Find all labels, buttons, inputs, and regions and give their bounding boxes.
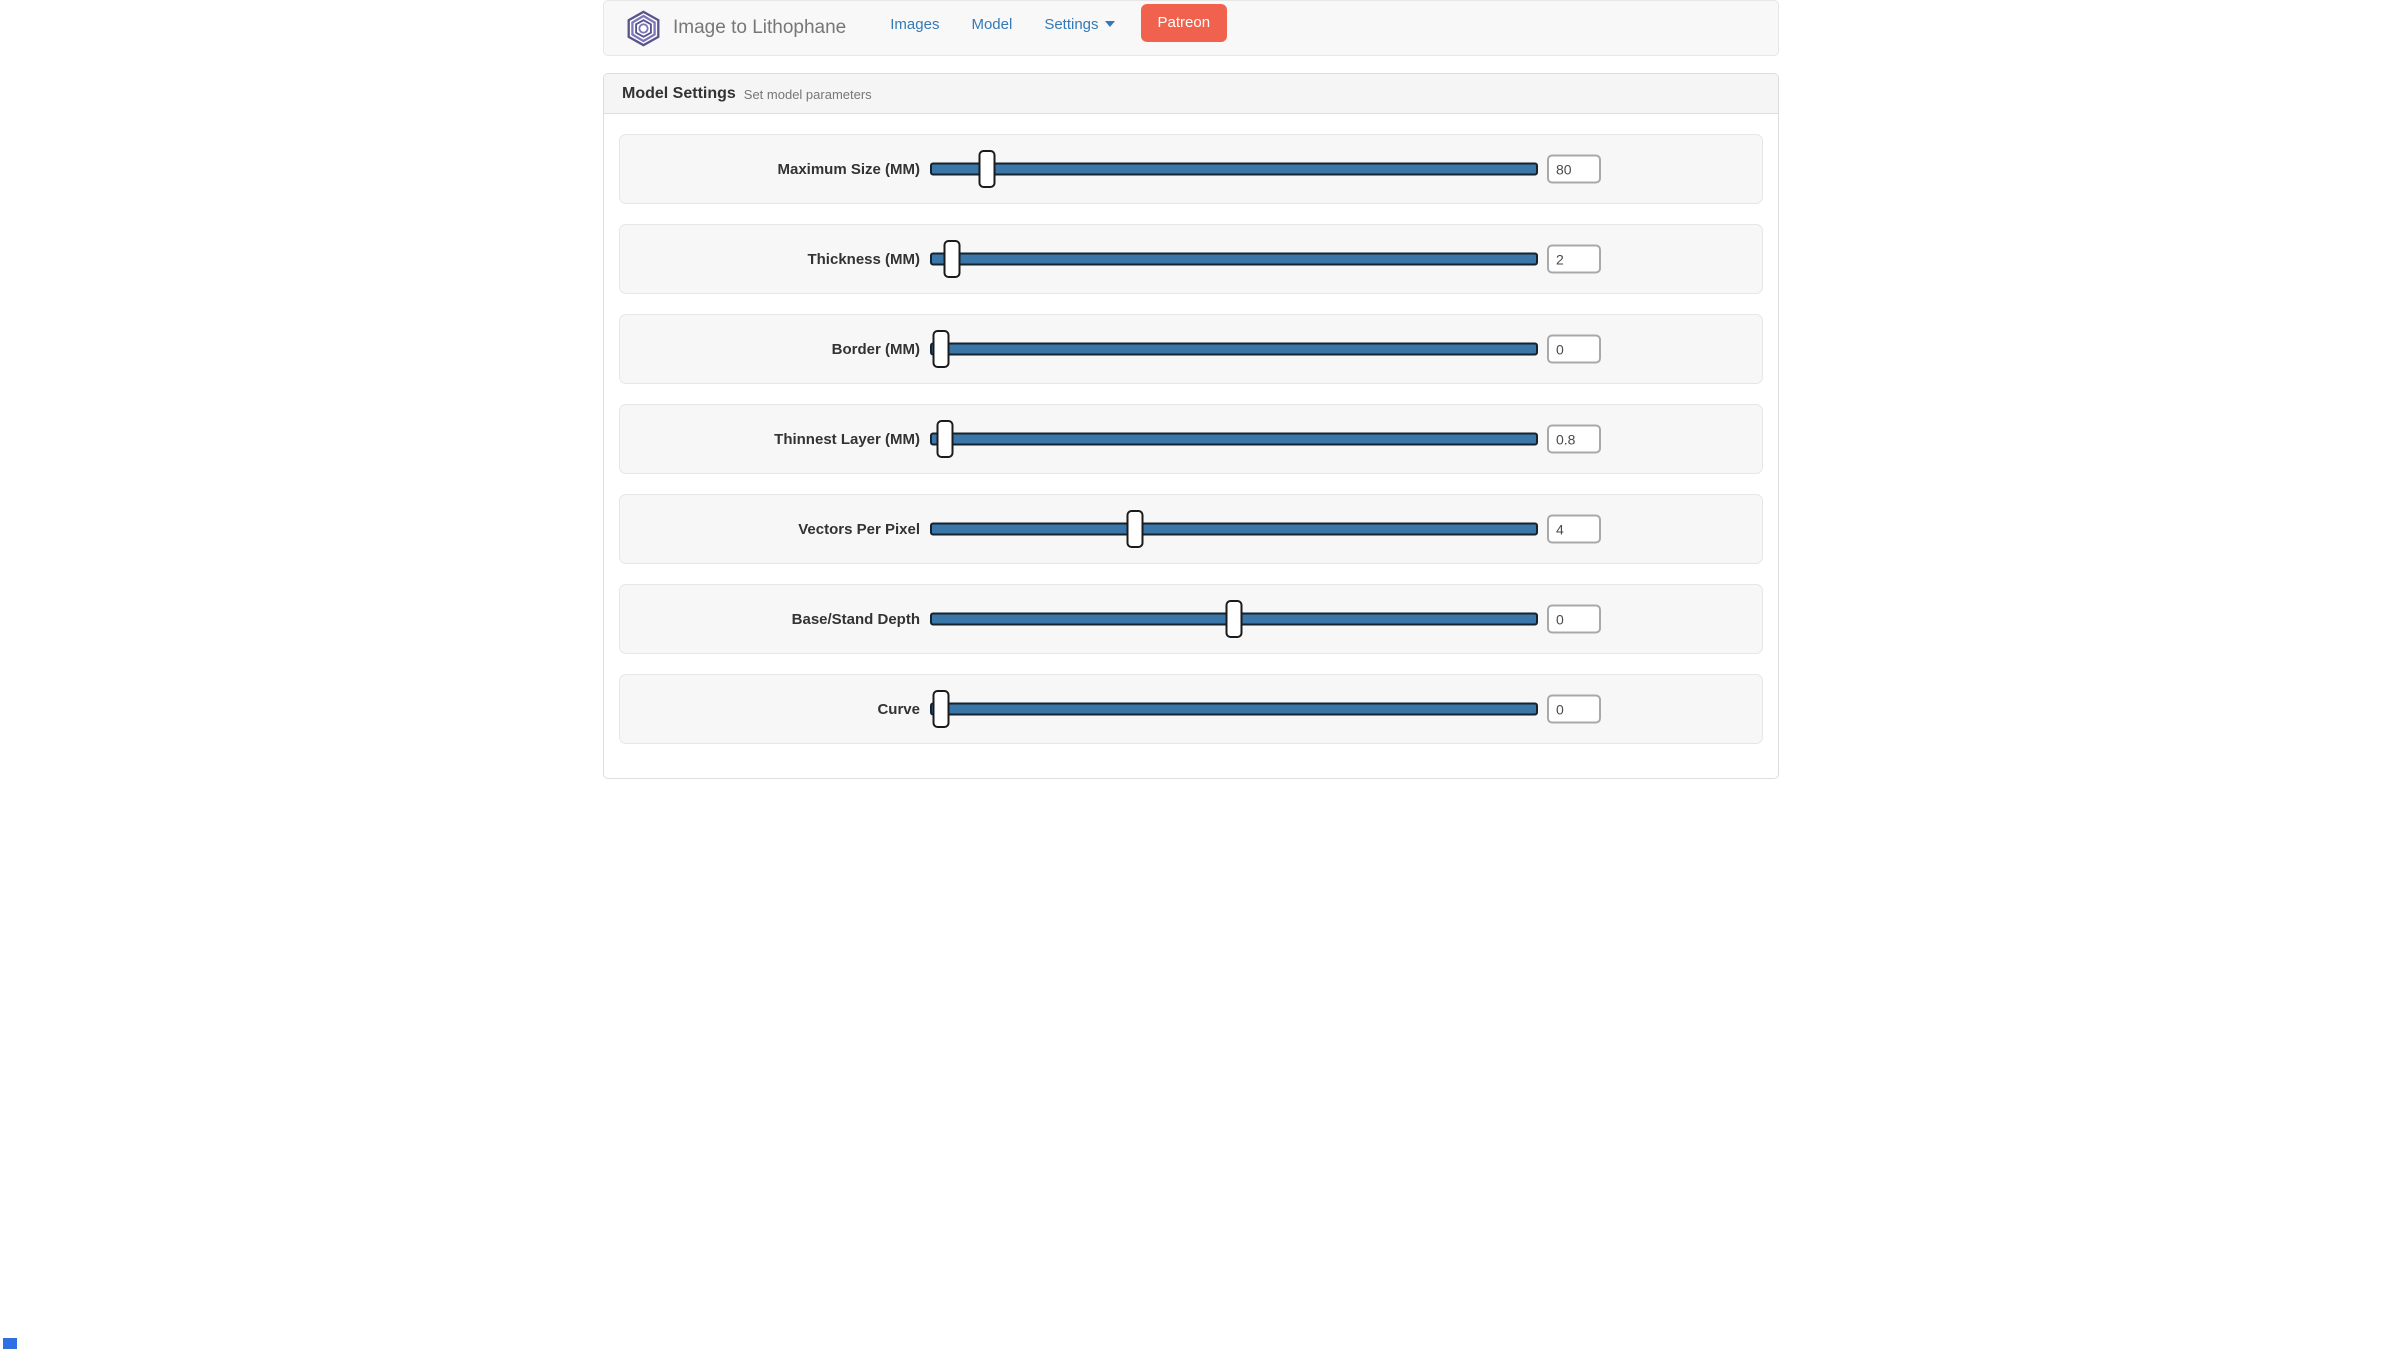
nav-item-model[interactable]: Model <box>971 15 1013 33</box>
setting-label: Thickness (MM) <box>807 250 920 268</box>
slider-thumb[interactable] <box>1126 510 1143 548</box>
setting-row <box>619 224 1763 294</box>
slider-thumb[interactable] <box>932 330 949 368</box>
setting-slider[interactable] <box>930 675 1538 743</box>
setting-label: Curve <box>877 700 920 718</box>
setting-slider[interactable] <box>930 315 1538 383</box>
panel-title: Model Settings <box>622 84 736 102</box>
slider-track[interactable] <box>930 703 1538 716</box>
setting-value-input[interactable] <box>1547 335 1601 364</box>
setting-label: Vectors Per Pixel <box>798 520 920 538</box>
slider-thumb[interactable] <box>1226 600 1243 638</box>
setting-label: Base/Stand Depth <box>791 610 920 628</box>
brand[interactable] <box>604 10 846 47</box>
setting-slider[interactable] <box>930 225 1538 293</box>
setting-slider[interactable] <box>930 495 1538 563</box>
setting-row <box>619 314 1763 384</box>
slider-track[interactable] <box>930 163 1538 176</box>
nav-item-settings-label: Settings <box>1044 15 1099 33</box>
nav-item-settings[interactable] <box>1028 16 1130 33</box>
model-settings-panel <box>603 73 1779 779</box>
setting-value-input[interactable] <box>1547 515 1601 544</box>
hexagon-logo-icon <box>625 10 662 47</box>
slider-track[interactable] <box>930 343 1538 356</box>
setting-value-input[interactable] <box>1547 605 1601 634</box>
setting-value-input[interactable] <box>1547 245 1601 274</box>
setting-row <box>619 134 1763 204</box>
app-title: Image to Lithophane <box>673 17 847 38</box>
setting-label: Border (MM) <box>831 340 920 358</box>
slider-thumb[interactable] <box>943 240 960 278</box>
setting-slider[interactable] <box>930 135 1538 203</box>
setting-label: Maximum Size (MM) <box>777 160 920 178</box>
setting-slider[interactable] <box>930 585 1538 653</box>
top-navbar <box>603 0 1779 56</box>
setting-slider[interactable] <box>930 405 1538 473</box>
slider-track[interactable] <box>930 253 1538 266</box>
setting-value-input[interactable] <box>1547 695 1601 724</box>
setting-row <box>619 404 1763 474</box>
panel-heading <box>604 74 1778 114</box>
slider-track[interactable] <box>930 433 1538 446</box>
setting-row <box>619 674 1763 744</box>
setting-label: Thinnest Layer (MM) <box>774 430 920 448</box>
corner-blue-square <box>3 1338 17 1349</box>
nav-links <box>874 16 1130 33</box>
setting-row <box>619 494 1763 564</box>
setting-row <box>619 584 1763 654</box>
chevron-down-icon <box>1105 21 1115 27</box>
nav-item-images[interactable]: Images <box>890 15 940 33</box>
slider-thumb[interactable] <box>937 420 954 458</box>
slider-track[interactable] <box>930 523 1538 536</box>
panel-body <box>604 114 1778 759</box>
setting-value-input[interactable] <box>1547 425 1601 454</box>
slider-thumb[interactable] <box>979 150 996 188</box>
setting-value-input[interactable] <box>1547 155 1601 184</box>
panel-subtitle: Set model parameters <box>743 87 872 102</box>
patreon-button[interactable]: Patreon <box>1141 4 1228 42</box>
slider-thumb[interactable] <box>932 690 949 728</box>
